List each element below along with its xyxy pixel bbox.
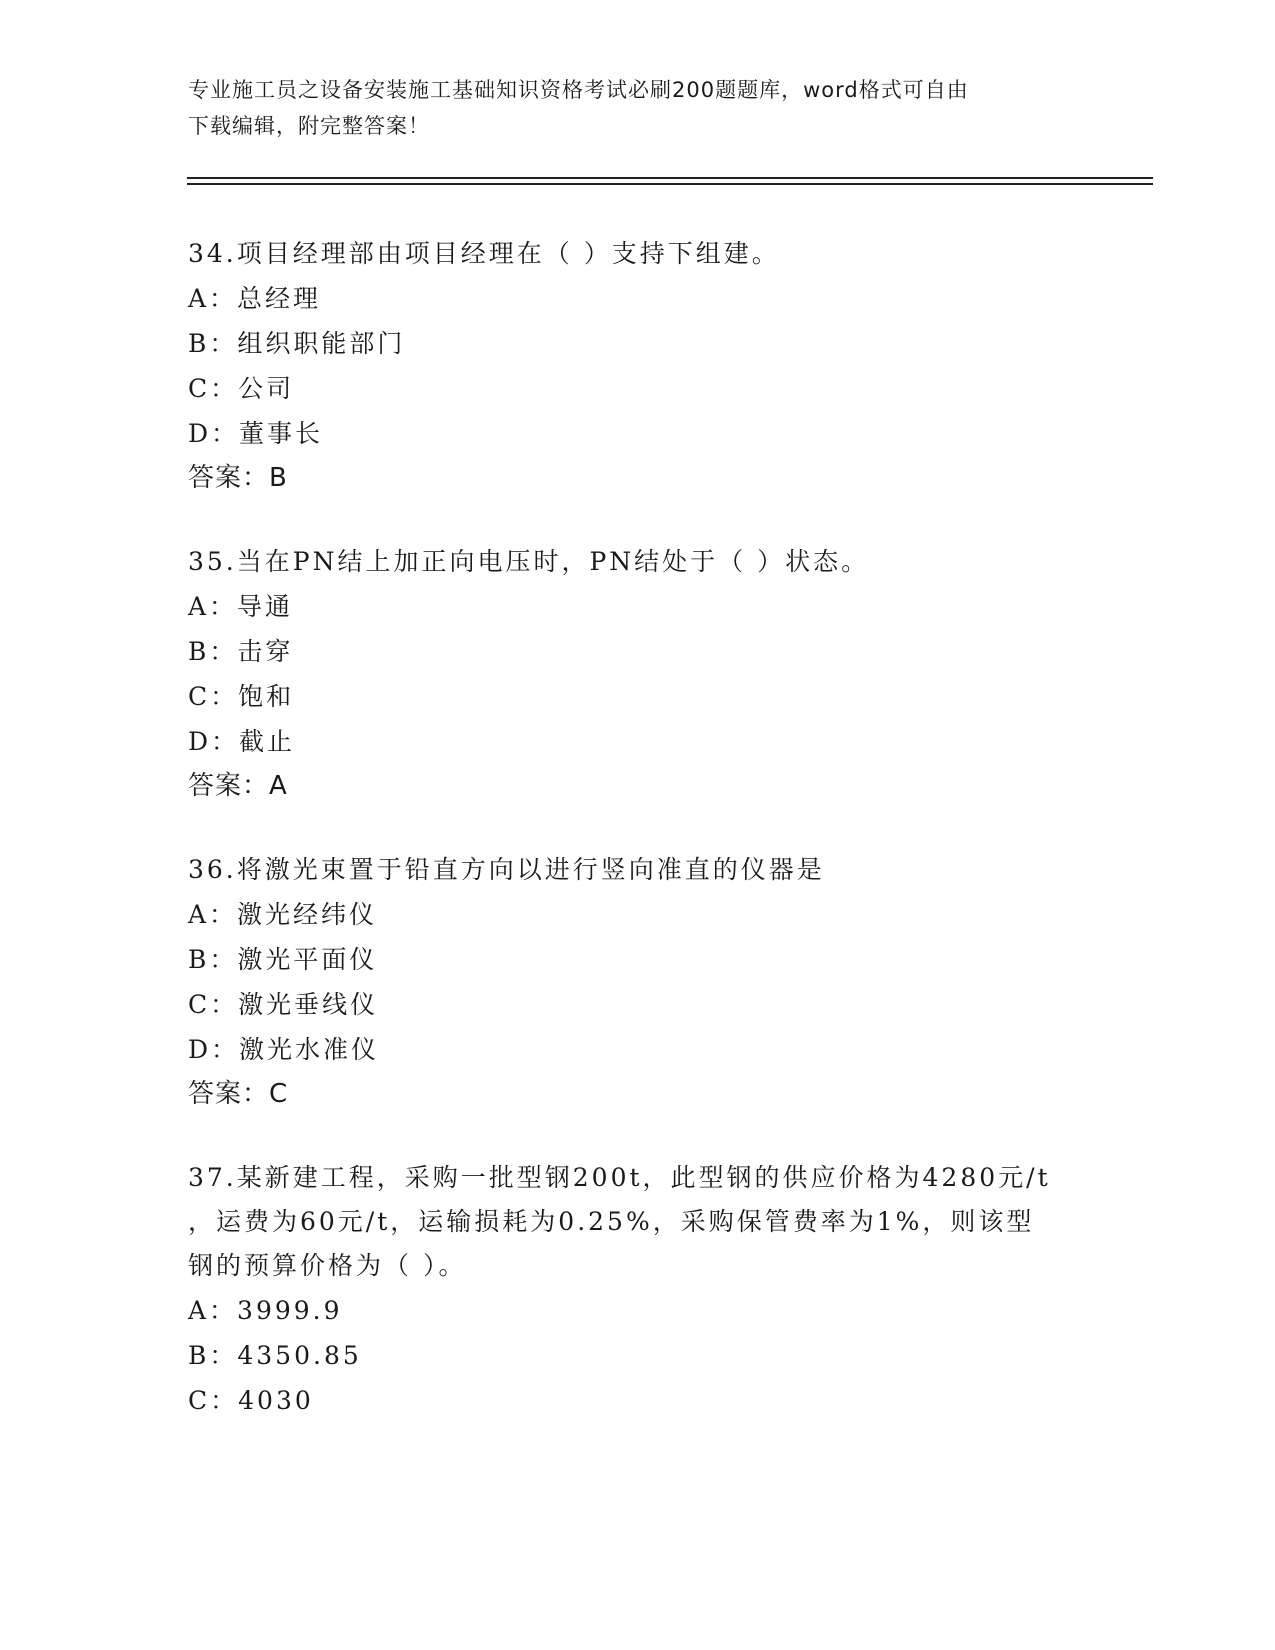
question-35 xyxy=(188,540,1088,809)
option-c: C：公司 xyxy=(188,374,295,403)
question-stem: 34.项目经理部由项目经理在（ ）支持下组建。 xyxy=(188,239,780,268)
option-c: C：4030 xyxy=(188,1386,314,1415)
document-header xyxy=(188,72,1068,144)
option-a: A：3999.9 xyxy=(188,1296,343,1325)
option-d: D：董事长 xyxy=(188,419,324,448)
answer-label: 答案：C xyxy=(188,1079,289,1109)
option-b: B：组织职能部门 xyxy=(188,329,406,358)
question-stem: 35.当在PN结上加正向电压时，PN结处于（ ）状态。 xyxy=(188,547,870,576)
answer-label: 答案：B xyxy=(188,463,288,493)
option-b: B：激光平面仪 xyxy=(188,945,378,974)
question-37 xyxy=(188,1156,1088,1423)
header-divider-bottom xyxy=(187,183,1153,185)
option-c: C：饱和 xyxy=(188,682,295,711)
question-stem-line-1: 37.某新建工程，采购一批型钢200t，此型钢的供应价格为4280元/t xyxy=(188,1163,1051,1192)
header-title-line-1: 专业施工员之设备安装施工基础知识资格考试必刷200题题库，word格式可自由 xyxy=(188,78,969,102)
option-b: B：击穿 xyxy=(188,637,294,666)
question-34 xyxy=(188,232,1088,501)
question-stem-line-2: ，运费为60元/t，运输损耗为0.25%，采购保管费率为1%，则该型 xyxy=(188,1207,1035,1236)
option-b: B：4350.85 xyxy=(188,1341,362,1370)
header-title-line-2: 下载编辑，附完整答案！ xyxy=(188,114,430,138)
question-36 xyxy=(188,848,1088,1117)
question-stem-line-3: 钢的预算价格为（ ）。 xyxy=(188,1251,467,1280)
option-c: C：激光垂线仪 xyxy=(188,990,379,1019)
option-d: D：激光水准仪 xyxy=(188,1035,380,1064)
header-divider-top xyxy=(187,177,1153,179)
question-list xyxy=(188,232,1088,1462)
option-a: A：导通 xyxy=(188,592,294,621)
answer-label: 答案：A xyxy=(188,771,288,801)
question-stem: 36.将激光束置于铅直方向以进行竖向准直的仪器是 xyxy=(188,855,825,884)
option-a: A：激光经纬仪 xyxy=(188,900,378,929)
option-a: A：总经理 xyxy=(188,284,322,313)
option-d: D：截止 xyxy=(188,727,296,756)
